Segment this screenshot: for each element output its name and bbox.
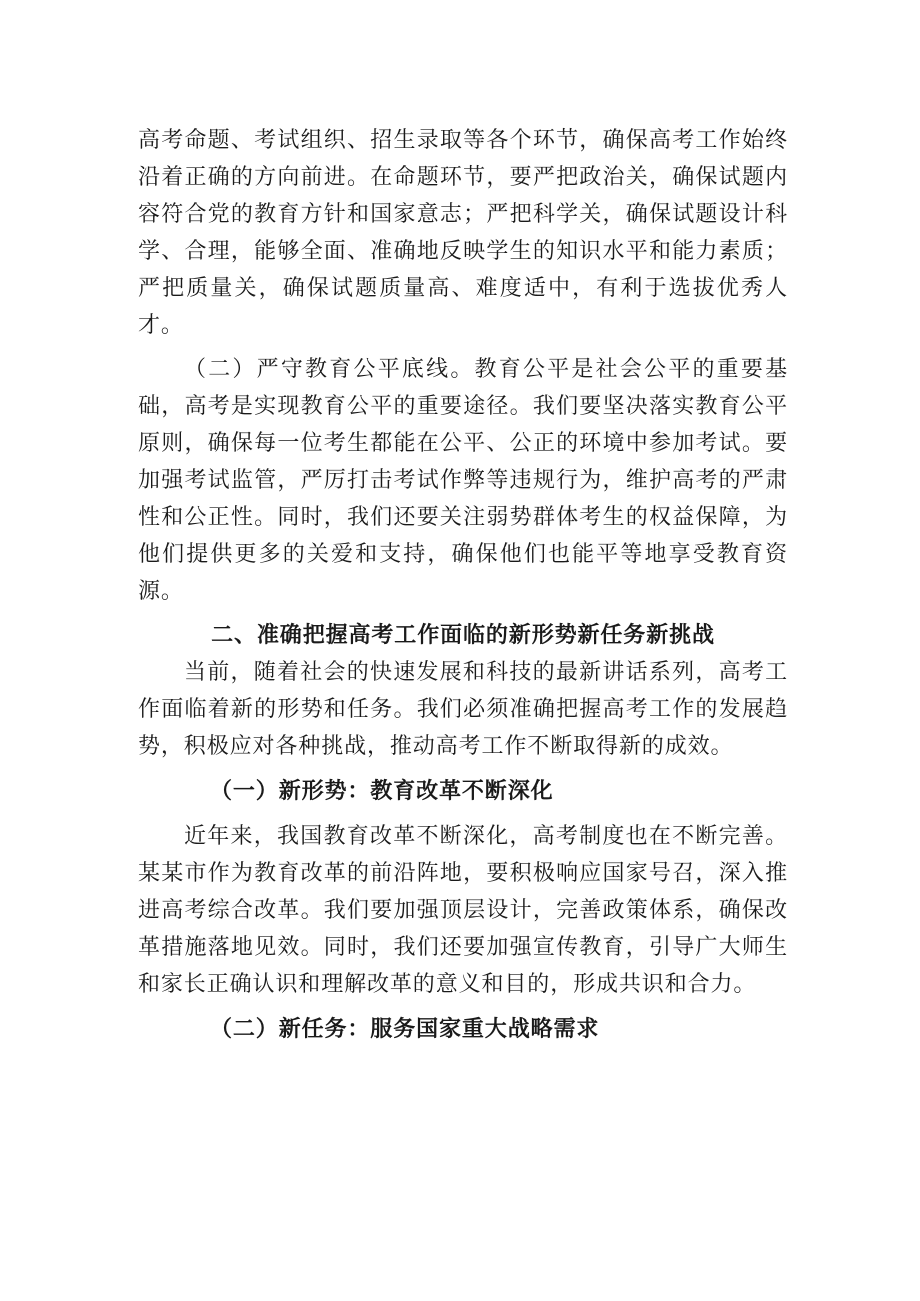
document-body: [138, 122, 788, 1056]
paragraph-current-situation: 当前，随着社会的快速发展和科技的最新讲话系列，高考工作面临着新的形势和任务。我们必须准确把握高考工作的发展趋势，积极应对各种挑战，推动高考工作不断取得新的成效。: [138, 660, 788, 759]
paragraph-education-fairness: （二）严守教育公平底线。教育公平是社会公平的重要基础，高考是实现教育公平的重要途径。我们要坚决落实教育公平原则，确保每一位考生都能在公平、公正的环境中参加考试。要加强考试监管，严厉打击考试作弊等违规行为，维护高考的严肃性和公正性。同时，我们还要关注弱势群体考生的权益保障，为他们提供更多的关爱和支持，确保他们也能平等地享受教育资源。: [138, 357, 788, 604]
subheading-new-task: （二）新任务：服务国家重大战略需求: [210, 1016, 600, 1042]
section-heading-two: 二、准确把握高考工作面临的新形势新任务新挑战: [211, 622, 715, 648]
subheading-new-situation: （一）新形势：教育改革不断深化: [210, 778, 554, 804]
paragraph-education-reform: 近年来，我国教育改革不断深化，高考制度也在不断完善。某某市作为教育改革的前沿阵地，要积极响应国家号召，深入推进高考综合改革。我们要加强顶层设计，完善政策体系，确保改革措施落地见效。同时，我们还要加强宣传教育，引导广大师生和家长正确认识和理解改革的意义和目的，形成共识和合力。: [138, 824, 788, 997]
paragraph-continued: 高考命题、考试组织、招生录取等各个环节，确保高考工作始终沿着正确的方向前进。在命题环节，要严把政治关，确保试题内容符合党的教育方针和国家意志；严把科学关，确保试题设计科学、合理，能够全面、准确地反映学生的知识水平和能力素质；严把质量关，确保试题质量高、难度适中，有利于选拔优秀人才。: [138, 128, 788, 338]
